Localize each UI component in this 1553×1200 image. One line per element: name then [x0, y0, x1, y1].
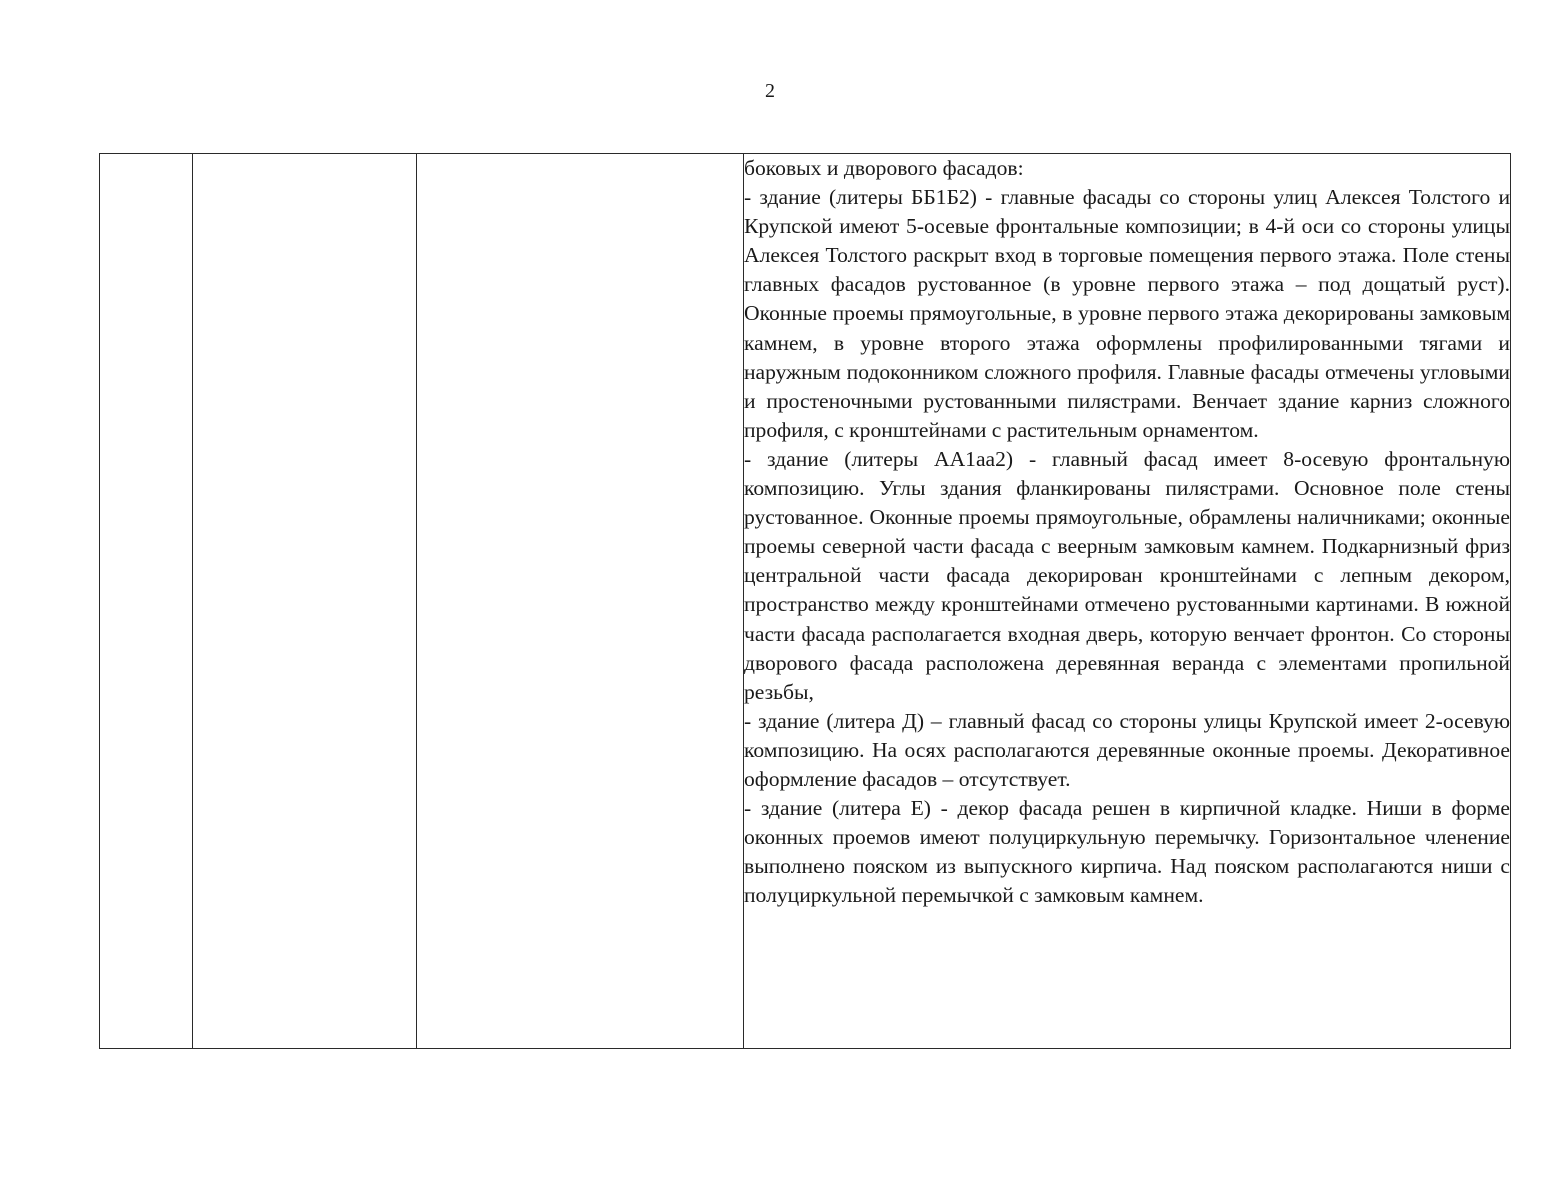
paragraph-building-aa1aa2: - здание (литеры АА1аа2) - главный фасад имеет 8-осевую фронтальную композицию. Углы здания фланкированы пилястрами. Основное поле стены рустованное. Оконные проемы прямоугольные, обрамлены наличниками; оконные проемы северной части фасада с веерным замковым камнем. Подкарнизный фриз центральной части фасада декорирован кронштейнами с лепным декором, пространство между кронштейнами отмечено рустованными картинами. В южной части фасада располагается входная дверь, которую венчает фронтон. Со стороны дворового фасада расположена деревянная веранда с элементами пропильной резьбы,: [744, 446, 1510, 704]
document-table: [99, 153, 1511, 1049]
paragraph-building-e: - здание (литера Е) - декор фасада решен в кирпичной кладке. Ниши в форме оконных проемов имеют полуциркульную перемычку. Горизонтальное членение выполнено пояском из выпускного кирпича. Над пояском располагаются ниши с полуциркульной перемычкой с замковым камнем.: [744, 796, 1510, 908]
table-cell-col2: [193, 154, 417, 1049]
page-number: 2: [765, 80, 775, 102]
table-cell-description: [744, 154, 1511, 1049]
paragraph-building-bb1b2: - здание (литеры ББ1Б2) - главные фасады со стороны улиц Алексея Толстого и Крупской имеют 5-осевые фронтальные композиции; в 4-й оси со стороны улицы Алексея Толстого раскрыт вход в торговые помещения первого этажа. Поле стены главных фасадов рустованное (в уровне первого этажа – под дощатый руст). Оконные проемы прямоугольные, в уровне первого этажа декорированы замковым камнем, в уровне второго этажа оформлены профилированными тягами и наружным подоконником сложного профиля. Главные фасады отмечены угловыми и простеночными рустованными пилястрами. Венчает здание карниз сложного профиля, с кронштейнами с растительным орнаментом.: [744, 185, 1510, 442]
table-cell-col1: [100, 154, 193, 1049]
paragraph-building-d: - здание (литера Д) – главный фасад со стороны улицы Крупской имеет 2-осевую композицию. На осях располагаются деревянные оконные проемы. Декоративное оформление фасадов – отсутствует.: [744, 708, 1510, 791]
table-cell-col3: [417, 154, 744, 1049]
table-row: [100, 154, 1511, 1049]
paragraph-intro: боковых и дворового фасадов:: [744, 156, 1024, 180]
